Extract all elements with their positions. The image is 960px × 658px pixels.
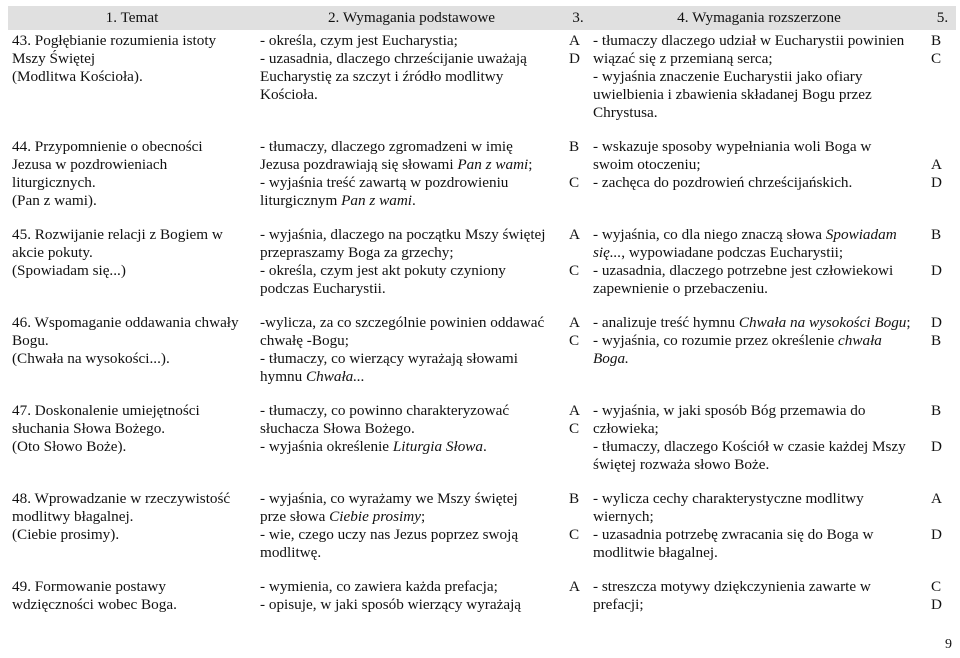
basic-level-cell <box>567 222 589 310</box>
topic-line: (Spowiadam się...) <box>12 262 126 279</box>
basic-requirements-line: - wyjaśnia treść zawartą w pozdrowieniu <box>260 174 509 191</box>
table-header-row <box>8 6 956 30</box>
basic-requirements-line: Jezusa pozdrawiają się słowami Pan z wami; <box>260 156 533 173</box>
basic-requirements-cell <box>256 134 567 222</box>
basic-requirements-line: Kościoła. <box>260 86 318 103</box>
basic-requirements-cell <box>256 574 567 626</box>
basic-requirements-line: hymnu Chwała... <box>260 368 365 385</box>
header-col5: 5. <box>929 6 956 30</box>
basic-requirements-line: - opisuje, w jaki sposób wierzący wyrażają <box>260 596 522 613</box>
topic-line: Jezusa w pozdrowieniach <box>12 156 168 173</box>
basic-requirements-line: - wymienia, co zawiera każda prefacja; <box>260 578 498 595</box>
extended-requirements-line: uwielbienia i zbawienia składanej Bogu przez <box>593 86 872 103</box>
page-number: 9 <box>945 637 952 652</box>
topic-cell <box>8 310 256 398</box>
extended-requirements-cell <box>589 574 929 626</box>
topic-line: (Ciebie prosimy). <box>12 526 120 543</box>
extended-level-line <box>931 508 954 526</box>
extended-level-line: C <box>931 50 942 67</box>
topic-line: akcie pokuty. <box>12 244 93 261</box>
header-topic: 1. Temat <box>8 6 256 30</box>
basic-level-line: A <box>569 578 580 595</box>
extended-requirements-line: świętej rozważa słowo Boże. <box>593 456 770 473</box>
topic-line: wdzięczności wobec Boga. <box>12 596 177 613</box>
basic-level-line: A <box>569 226 580 243</box>
extended-level-cell <box>929 30 956 134</box>
basic-level-line <box>569 244 587 262</box>
header-basic-requirements: 2. Wymagania podstawowe <box>256 6 567 30</box>
extended-level-line: D <box>931 174 942 191</box>
basic-requirements-line: - uzasadnia, dlaczego chrześcijanie uważają <box>260 50 527 67</box>
basic-requirements-line: podczas Eucharystii. <box>260 280 386 297</box>
extended-requirements-line: - wyjaśnia, co rozumie przez określenie chwała <box>593 332 882 349</box>
topic-line: (Oto Słowo Boże). <box>12 438 127 455</box>
basic-requirements-line: liturgicznym Pan z wami. <box>260 192 416 209</box>
topic-line: Mszy Świętej <box>12 50 96 67</box>
table-row <box>8 30 956 134</box>
table-row <box>8 486 956 574</box>
topic-line: (Pan z wami). <box>12 192 97 209</box>
extended-level-cell <box>929 310 956 398</box>
table-row <box>8 222 956 310</box>
basic-level-line: A <box>569 402 580 419</box>
topic-line: (Chwała na wysokości...). <box>12 350 170 367</box>
basic-requirements-line: -wylicza, za co szczególnie powinien oddawać <box>260 314 545 331</box>
extended-requirements-cell <box>589 134 929 222</box>
extended-requirements-line: modlitwie błagalnej. <box>593 544 718 561</box>
basic-requirements-line: - tłumaczy, co wierzący wyrażają słowami <box>260 350 518 367</box>
basic-requirements-line: - określa, czym jest Eucharystia; <box>260 32 458 49</box>
extended-requirements-line: - uzasadnia potrzebę zwracania się do Boga w <box>593 526 874 543</box>
extended-level-line: B <box>931 32 942 49</box>
basic-requirements-line: prze słowa Ciebie prosimy; <box>260 508 426 525</box>
extended-requirements-line: - streszcza motywy dziękczynienia zawarte w <box>593 578 871 595</box>
basic-requirements-line: - wie, czego uczy nas Jezus poprzez swoją <box>260 526 519 543</box>
basic-requirements-line: - wyjaśnia, dlaczego na początku Mszy świętej <box>260 226 546 243</box>
extended-requirements-cell <box>589 310 929 398</box>
basic-level-cell <box>567 30 589 134</box>
basic-requirements-cell <box>256 222 567 310</box>
topic-line: 46. Wspomaganie oddawania chwały <box>12 314 239 331</box>
extended-level-line <box>931 138 954 156</box>
extended-level-cell <box>929 222 956 310</box>
basic-level-line: A <box>569 32 580 49</box>
topic-line: (Modlitwa Kościoła). <box>12 68 143 85</box>
basic-level-line: A <box>569 314 580 331</box>
extended-requirements-line: zapewnienie o przebaczeniu. <box>593 280 768 297</box>
extended-requirements-cell <box>589 398 929 486</box>
basic-level-cell <box>567 134 589 222</box>
topic-line: 43. Pogłębianie rozumienia istoty <box>12 32 217 49</box>
extended-level-line <box>931 420 954 438</box>
basic-level-cell <box>567 486 589 574</box>
basic-requirements-line: chwałę -Bogu; <box>260 332 349 349</box>
extended-requirements-line: prefacji; <box>593 596 644 613</box>
extended-requirements-line: - analizuje treść hymnu Chwała na wysokości Bogu; <box>593 314 911 331</box>
extended-requirements-line: - uzasadnia, dlaczego potrzebne jest człowiekowi <box>593 262 894 279</box>
table-row <box>8 398 956 486</box>
basic-level-line: C <box>569 262 580 279</box>
basic-requirements-cell <box>256 398 567 486</box>
extended-level-line: D <box>931 526 942 543</box>
basic-requirements-line: Eucharystię za szczyt i źródło modlitwy <box>260 68 504 85</box>
extended-level-line: B <box>931 402 942 419</box>
extended-requirements-cell <box>589 486 929 574</box>
table-row <box>8 310 956 398</box>
extended-level-line: B <box>931 332 942 349</box>
extended-requirements-line: - tłumaczy dlaczego udział w Eucharystii powinien <box>593 32 905 49</box>
extended-level-line: D <box>931 438 942 455</box>
basic-level-line: C <box>569 420 580 437</box>
table-body <box>8 30 956 626</box>
extended-requirements-line: się..., wypowiadane podczas Eucharystii; <box>593 244 844 261</box>
basic-level-line: D <box>569 50 580 67</box>
basic-requirements-line: przepraszamy Boga za grzechy; <box>260 244 454 261</box>
extended-level-cell <box>929 574 956 626</box>
extended-requirements-cell <box>589 222 929 310</box>
basic-level-line <box>569 508 587 526</box>
table-row <box>8 574 956 626</box>
topic-cell <box>8 398 256 486</box>
extended-requirements-line: - wylicza cechy charakterystyczne modlitwy <box>593 490 864 507</box>
extended-requirements-line: wiązać się z przemianą serca; <box>593 50 773 67</box>
basic-requirements-line: - wyjaśnia określenie Liturgia Słowa. <box>260 438 487 455</box>
topic-cell <box>8 486 256 574</box>
extended-requirements-line: - wyjaśnia znaczenie Eucharystii jako ofiary <box>593 68 863 85</box>
basic-level-line: B <box>569 138 580 155</box>
extended-requirements-line: - tłumaczy, dlaczego Kościół w czasie każdej Mszy <box>593 438 906 455</box>
extended-level-line: D <box>931 314 942 331</box>
extended-requirements-line: - wyjaśnia, co dla niego znaczą słowa Spowiadam <box>593 226 897 243</box>
basic-requirements-line: modlitwę. <box>260 544 322 561</box>
basic-requirements-cell <box>256 30 567 134</box>
basic-level-line: B <box>569 490 580 507</box>
topic-line: 48. Wprowadzanie w rzeczywistość <box>12 490 231 507</box>
header-col3: 3. <box>567 6 589 30</box>
topic-line: słuchania Słowa Bożego. <box>12 420 166 437</box>
basic-requirements-cell <box>256 486 567 574</box>
extended-requirements-line: - wskazuje sposoby wypełniania woli Boga w <box>593 138 872 155</box>
basic-level-line: C <box>569 526 580 543</box>
topic-line: liturgicznych. <box>12 174 96 191</box>
extended-requirements-line: Chrystusa. <box>593 104 658 121</box>
topic-line: 49. Formowanie postawy <box>12 578 166 595</box>
topic-cell <box>8 134 256 222</box>
basic-level-line <box>569 156 587 174</box>
basic-level-cell <box>567 574 589 626</box>
extended-level-cell <box>929 134 956 222</box>
extended-level-line: B <box>931 226 942 243</box>
basic-level-cell <box>567 398 589 486</box>
basic-level-line: C <box>569 332 580 349</box>
extended-requirements-cell <box>589 30 929 134</box>
extended-requirements-line: - zachęca do pozdrowień chrześcijańskich. <box>593 174 853 191</box>
basic-requirements-line: - wyjaśnia, co wyrażamy we Mszy świętej <box>260 490 518 507</box>
topic-line: 44. Przypomnienie o obecności <box>12 138 203 155</box>
extended-requirements-line: - wyjaśnia, w jaki sposób Bóg przemawia do <box>593 402 866 419</box>
extended-requirements-line: wiernych; <box>593 508 654 525</box>
basic-requirements-line: - określa, czym jest akt pokuty czyniony <box>260 262 506 279</box>
table-row <box>8 134 956 222</box>
topic-line: Bogu. <box>12 332 49 349</box>
topic-cell <box>8 574 256 626</box>
curriculum-table <box>8 6 956 626</box>
basic-requirements-line: słuchacza Słowa Bożego. <box>260 420 415 437</box>
extended-level-line: D <box>931 262 942 279</box>
extended-level-line: A <box>931 490 942 507</box>
topic-line: modlitwy błagalnej. <box>12 508 134 525</box>
basic-level-cell <box>567 310 589 398</box>
basic-level-line: C <box>569 174 580 191</box>
basic-requirements-cell <box>256 310 567 398</box>
extended-level-line: D <box>931 596 942 613</box>
extended-level-line: C <box>931 578 942 595</box>
extended-requirements-line: Boga. <box>593 350 629 367</box>
topic-line: 45. Rozwijanie relacji z Bogiem w <box>12 226 223 243</box>
basic-requirements-line: - tłumaczy, dlaczego zgromadzeni w imię <box>260 138 513 155</box>
topic-line: 47. Doskonalenie umiejętności <box>12 402 200 419</box>
extended-level-cell <box>929 398 956 486</box>
extended-requirements-line: człowieka; <box>593 420 659 437</box>
basic-requirements-line: - tłumaczy, co powinno charakteryzować <box>260 402 510 419</box>
topic-cell <box>8 222 256 310</box>
extended-requirements-line: swoim otoczeniu; <box>593 156 701 173</box>
extended-level-cell <box>929 486 956 574</box>
extended-level-line: A <box>931 156 942 173</box>
header-extended-requirements: 4. Wymagania rozszerzone <box>589 6 929 30</box>
topic-cell <box>8 30 256 134</box>
extended-level-line <box>931 244 954 262</box>
